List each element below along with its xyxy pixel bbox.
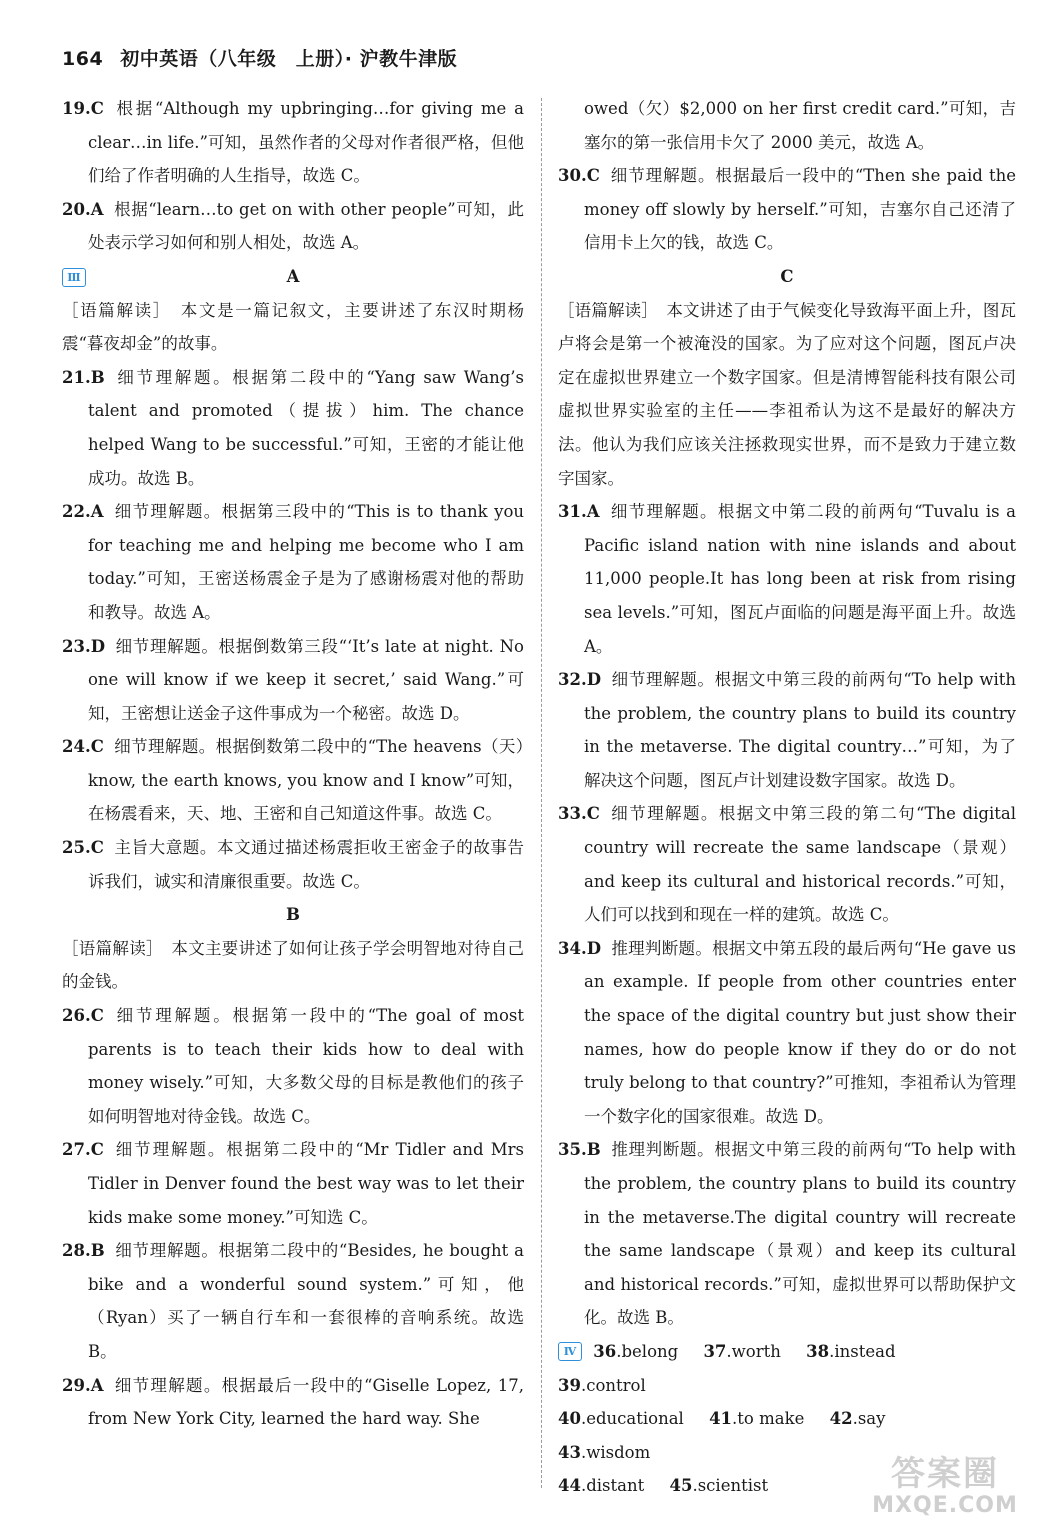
page-number: 164 [62, 48, 104, 70]
part-b-analysis: ［语篇解读］ 本文主要讲述了如何让孩子学会明智地对待自己的金钱。 [62, 938, 524, 992]
blank-answer: 37.worth [703, 1341, 781, 1361]
section-iv-badge: Ⅳ [558, 1342, 582, 1361]
answer-20: 20.A 根据“learn…to get on with other people”可知，此处表示学习如何和别人相处，故选 A。 [62, 199, 524, 253]
answer-27: 27.C 细节理解题。根据第二段中的“Mr Tidler and Mrs Tidler in Denver found the best way was to let their kids make some money.”可知选 C。 [62, 1140, 524, 1227]
answer-34: 34.D 推理判断题。根据文中第五段的最后两句“He gave us an example. If people from other countries enter the space of the digital country but just show their names, how do people know if they do or do not truly belong to that country?”可推知，李祖希认为管理一个数字化的国家很难。故选 D。 [558, 938, 1016, 1126]
blanks-row-1 [558, 1335, 1016, 1402]
blank-answer: 45.scientist [669, 1476, 769, 1496]
answer-21: 21.B 细节理解题。根据第二段中的“Yang saw Wang’s talent and promoted（提拔）him. The chance helped Wang to be successful.”可知，王密的才能让他成功。故选 B。 [62, 367, 524, 488]
right-column [558, 92, 1016, 1503]
blank-answer: 42.say [829, 1409, 886, 1429]
answer-32: 32.D 细节理解题。根据文中第三段的前两句“To help with the problem, the country plans to build its country in the metaverse. The digital country…”可知，为了解决这个问题，图瓦卢计划建设数字国家。故选 D。 [558, 670, 1016, 790]
part-a-title: Ⅲ A [62, 260, 524, 294]
blank-answer: 39.control [558, 1375, 646, 1395]
blank-answer: 41.to make [709, 1409, 805, 1429]
answer-35: 35.B 推理判断题。根据文中第三段的前两句“To help with the problem, the country plans to build its country in the metaverse.The digital country will recreate the same landscape（景观）and keep its cultural and historical records.”可知，虚拟世界可以帮助保护文化。故选 B。 [558, 1140, 1016, 1328]
part-c-title: C [780, 266, 794, 286]
answer-19: 19.C 根据“Although my upbringing…for giving me a clear…in life.”可知，虽然作者的父母对作者很严格，但他们给了作者明确的人生指导，故选 C。 [62, 99, 524, 186]
column-divider [541, 98, 542, 1488]
blank-answer: 36.belong [593, 1341, 679, 1361]
watermark-logo-text: 答案圈 [891, 1454, 999, 1494]
answer-28: 28.B 细节理解题。根据第二段中的“Besides, he bought a bike and a wonderful sound system.”可知，他（Ryan）买了一辆自行车和一套很棒的音响系统。故选 B。 [62, 1241, 524, 1361]
blank-answer: 40.educational [558, 1409, 684, 1429]
part-b-title: B [286, 905, 300, 925]
answer-24: 24.C 细节理解题。根据倒数第二段中的“The heavens（天）know, the earth knows, you know and I know”可知，在杨震看来，天、地、王密和自己知道这件事。故选 C。 [62, 737, 524, 824]
answer-31: 31.A 细节理解题。根据文中第二段的前两句“Tuvalu is a Pacific island nation with nine islands and about 11,000 people.It has long been at risk from rising sea levels.”可知，图瓦卢面临的问题是海平面上升。故选 A。 [558, 502, 1016, 656]
book-title: 初中英语（八年级 上册）· 沪教牛津版 [120, 48, 458, 70]
section-iii-badge: Ⅲ [62, 268, 86, 287]
answer-33: 33.C 细节理解题。根据文中第三段的第二句“The digital country will recreate the same landscape（景观）and keep its cultural and historical records.”可知，人们可以找到和现在一样的建筑。故选 C。 [558, 804, 1016, 925]
left-column [62, 92, 524, 1436]
answer-26: 26.C 细节理解题。根据第一段中的“The goal of most parents is to teach their kids how to deal with money wisely.”可知，大多数父母的目标是教他们的孩子如何明智地对待金钱。故选 C。 [62, 1006, 524, 1126]
answer-29: 29.A 细节理解题。根据最后一段中的“Giselle Lopez, 17, from New York City, learned the hard way. She [62, 1375, 524, 1429]
answer-25: 25.C 主旨大意题。本文通过描述杨震拒收王密金子的故事告诉我们，诚实和清廉很重要。故选 C。 [62, 838, 524, 891]
blank-answer: 44.distant [558, 1476, 645, 1496]
answer-29-continued: owed（欠）$2,000 on her first credit card.”可知，吉塞尔的第一张信用卡欠了 2000 美元，故选 A。 [584, 99, 1016, 152]
part-c-analysis: ［语篇解读］ 本文讲述了由于气候变化导致海平面上升，图瓦卢将会是第一个被淹没的国家。为了应对这个问题，图瓦卢决定在虚拟世界建立一个数字国家。但是清博智能科技有限公司虚拟世界实验室的主任——李祖希认为这不是最好的解决方法。他认为我们应该关注拯救现实世界，而不是致力于建立数字国家。 [558, 300, 1016, 488]
answer-22: 22.A 细节理解题。根据第三段中的“This is to thank you for teaching me and helping me become who I am today.”可知，王密送杨震金子是为了感谢杨震对他的帮助和教导。故选 A。 [62, 502, 524, 622]
answer-30: 30.C 细节理解题。根据最后一段中的“Then she paid the money off slowly by herself.”可知，吉塞尔自己还清了信用卡上欠的钱，故选 C。 [558, 166, 1016, 253]
watermark-domain: MXQE.COM [872, 1493, 1018, 1518]
blank-answer: 43.wisdom [558, 1442, 651, 1462]
answer-23: 23.D 细节理解题。根据倒数第三段“‘It’s late at night. No one will know if we keep it secret,’ said Wang.”可知，王密想让送金子这件事成为一个秘密。故选 D。 [62, 636, 524, 723]
blank-answer: 38.instead [806, 1341, 896, 1361]
page-header [62, 44, 457, 71]
part-a-analysis: ［语篇解读］ 本文是一篇记叙文，主要讲述了东汉时期杨震“暮夜却金”的故事。 [62, 300, 524, 354]
site-watermark [860, 1454, 1030, 1524]
